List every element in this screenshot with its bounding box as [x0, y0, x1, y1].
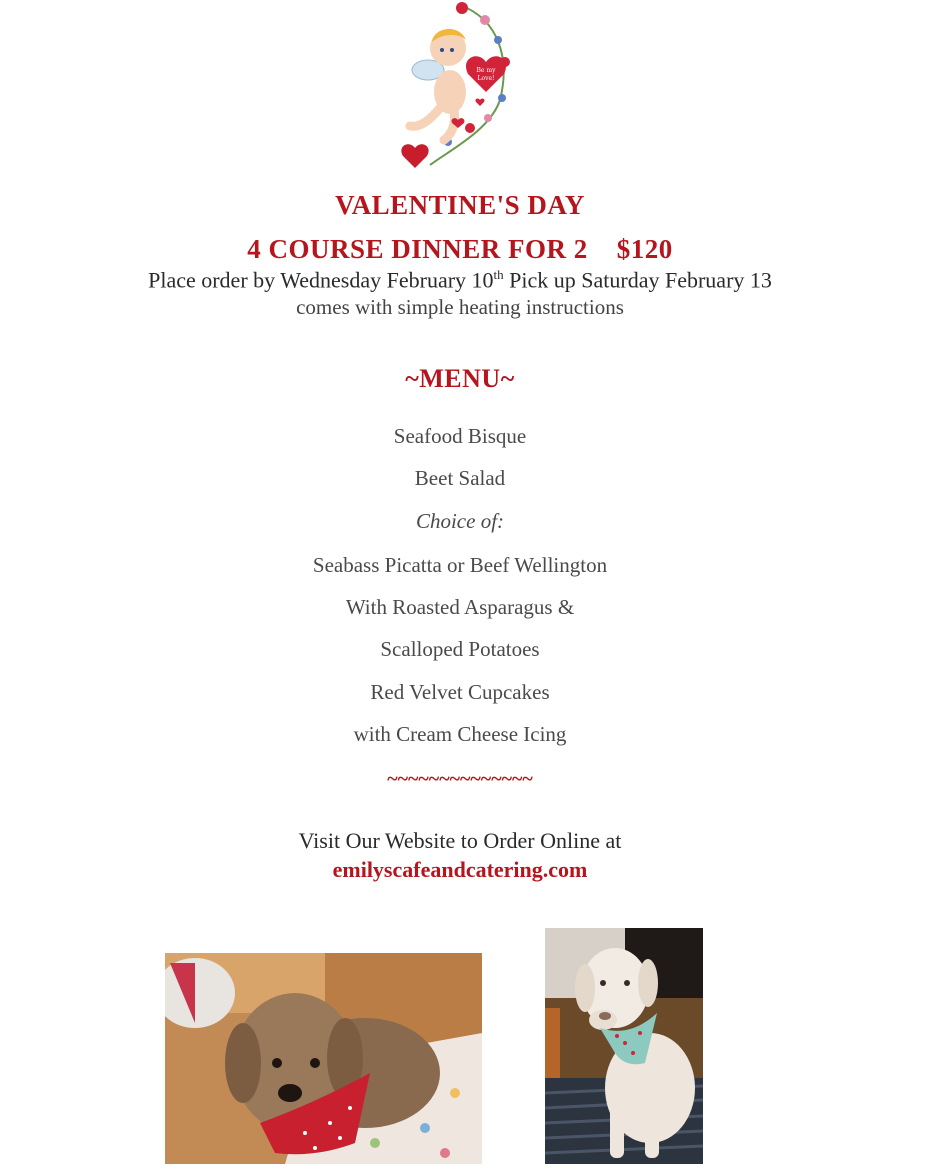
visit-website-text: Visit Our Website to Order Online at: [298, 828, 622, 853]
menu-item-bisque: Seafood Bisque: [393, 424, 527, 448]
menu-item-entree: Seabass Picatta or Beef Wellington: [312, 553, 608, 577]
menu-item-side-2: Scalloped Potatoes: [380, 637, 540, 661]
menu-item-dessert: Red Velvet Cupcakes: [370, 680, 550, 704]
menu-item-choice-label: Choice of:: [415, 509, 505, 533]
offer-line: 4 COURSE DINNER FOR 2 $120: [247, 234, 673, 264]
event-title: VALENTINE'S DAY: [335, 190, 585, 220]
menu-title: ~MENU~: [405, 364, 515, 393]
heating-note: comes with simple heating instructions: [296, 295, 624, 319]
menu-item-dessert-detail: with Cream Cheese Icing: [353, 722, 567, 746]
website-link[interactable]: emilyscafeandcatering.com: [332, 857, 588, 882]
dog-photo-left: [165, 953, 482, 1164]
dog-photo-right: [545, 928, 703, 1164]
svg-text:Love!: Love!: [477, 75, 495, 82]
cupid-illustration: [390, 0, 530, 170]
menu-item-salad: Beet Salad: [414, 466, 506, 490]
heart-lettering: Be my: [476, 67, 496, 74]
order-deadline-line: Place order by Wednesday February 10th Pick up Saturday February 13: [148, 267, 772, 293]
menu-item-side-1: With Roasted Asparagus &: [345, 595, 575, 619]
menu-divider: ~~~~~~~~~~~~~~: [387, 768, 533, 790]
